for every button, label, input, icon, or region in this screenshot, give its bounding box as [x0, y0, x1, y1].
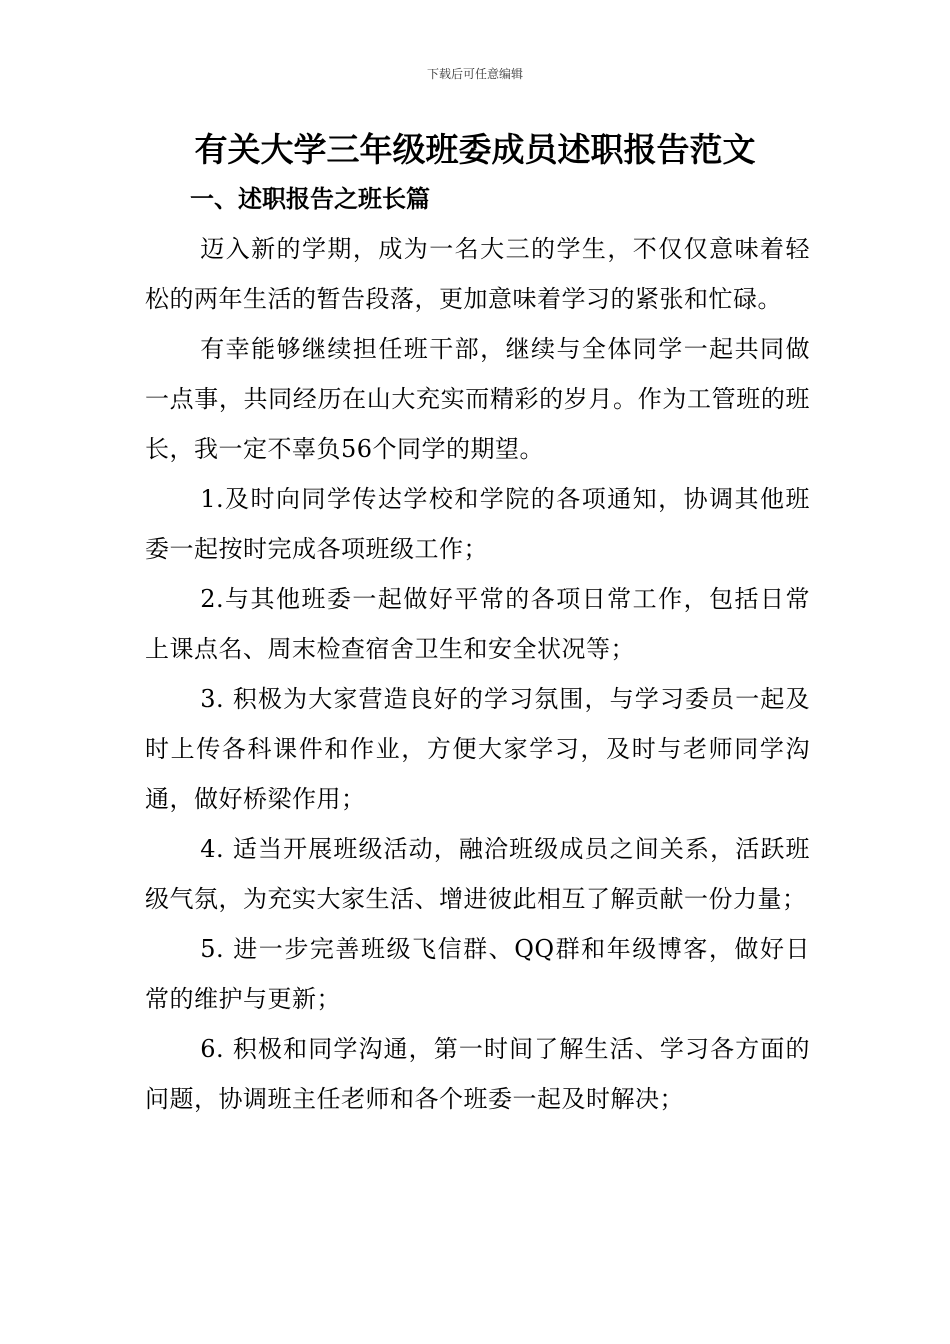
list-item-3: 3. 积极为大家营造良好的学习氛围，与学习委员一起及时上传各科课件和作业，方便大家学习，及时与老师同学沟通，做好桥梁作用； [145, 685, 810, 813]
paragraph-role: 有幸能够继续担任班干部，继续与全体同学一起共同做一点事，共同经历在山大充实而精彩的岁月。作为工管班的班长，我一定不辜负56个同学的期望。 [145, 335, 810, 463]
header-note: 下载后可任意编辑 [426, 67, 523, 81]
paragraph-intro: 迈入新的学期，成为一名大三的学生，不仅仅意味着轻松的两年生活的暂告段落，更加意味着学习的紧张和忙碌。 [145, 235, 810, 313]
list-item-4: 4. 适当开展班级活动，融洽班级成员之间关系，活跃班级气氛，为充实大家生活、增进彼此相互了解贡献一份力量； [145, 835, 810, 913]
list-item-5: 5. 进一步完善班级飞信群、QQ群和年级博客，做好日常的维护与更新； [145, 935, 810, 1013]
list-item-2: 2.与其他班委一起做好平常的各项日常工作，包括日常上课点名、周末检查宿舍卫生和安全状况等； [145, 585, 810, 663]
document-body [145, 224, 810, 1124]
document-title: 有关大学三年级班委成员述职报告范文 [194, 130, 756, 169]
section-heading: 一、述职报告之班长篇 [190, 184, 430, 213]
list-item-1: 1.及时向同学传达学校和学院的各项通知，协调其他班委一起按时完成各项班级工作； [145, 485, 810, 563]
list-item-6: 6. 积极和同学沟通，第一时间了解生活、学习各方面的问题，协调班主任老师和各个班委一起及时解决； [145, 1035, 810, 1113]
